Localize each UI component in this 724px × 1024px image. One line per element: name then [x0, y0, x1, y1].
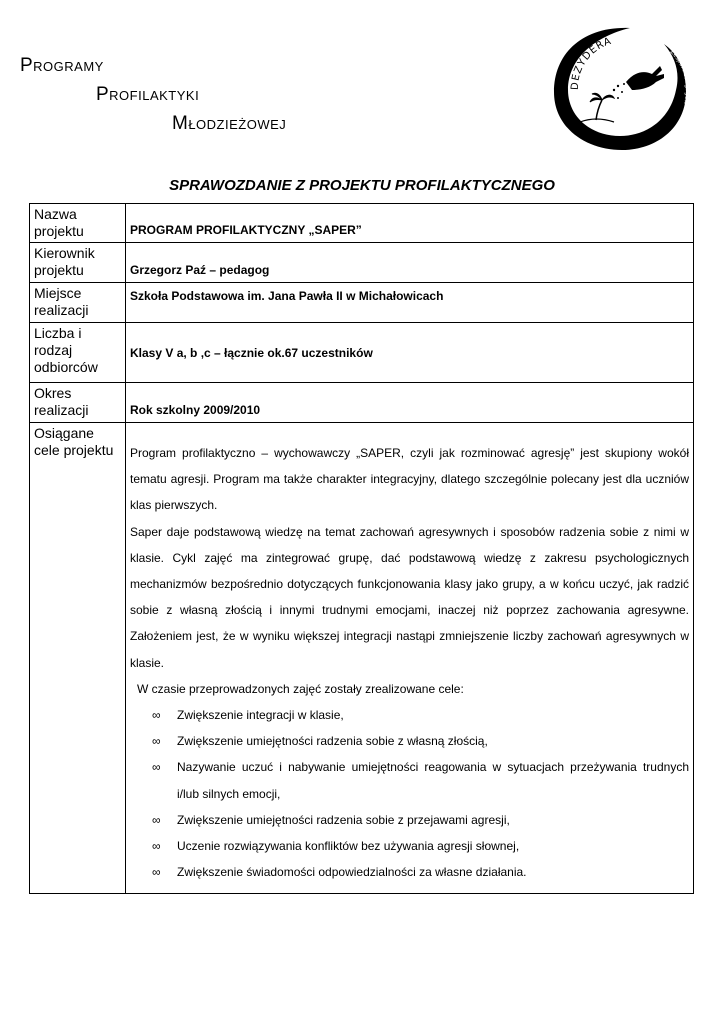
table-row [30, 423, 694, 894]
palm-tree-icon [580, 93, 614, 122]
list-item: ∞ Zwiększenie świadomości odpowiedzialności za własne działania. [130, 859, 689, 885]
list-item: ∞ Zwiększenie umiejętności radzenia sobie z własną złością, [130, 728, 689, 754]
report-title: SPRAWOZDANIE Z PROJEKTU PROFILAKTYCZNEGO [169, 177, 555, 194]
goals-content-cell [126, 423, 694, 894]
list-item: ∞ Nazywanie uczuć i nabywanie umiejętności reagowania w sytuacjach przeżywania trudnych i/lub silnych emocji, [130, 754, 689, 806]
location-value: Szkoła Podstawowa im. Jana Pawła II w Michałowicach [126, 283, 694, 323]
program-header [20, 55, 440, 145]
infinity-bullet-icon: ∞ [152, 839, 161, 854]
list-item: ∞ Zwiększenie umiejętności radzenia sobie z przejawami agresji, [130, 807, 689, 833]
header-line-3: Młodzieżowej [172, 113, 287, 134]
table-row [30, 283, 694, 323]
infinity-bullet-icon: ∞ [152, 865, 161, 880]
logo-arc-text: DEZYDERA [569, 35, 614, 91]
row-label: Miejsce realizacji [30, 283, 126, 323]
infinity-bullet-icon: ∞ [152, 760, 161, 775]
logo-side-text: Zespół Pedagogów [668, 48, 692, 106]
header-line-1: Programy [20, 55, 104, 76]
list-item: ∞ Zwiększenie integracji w klasie, [130, 702, 689, 728]
header-line-2: Profilaktyki [96, 84, 200, 105]
table-row [30, 323, 694, 383]
goals-intro: W czasie przeprowadzonych zajęć zostały zrealizowane cele: [137, 681, 464, 696]
description-paragraph: Saper daje podstawową wiedzę na temat zachowań agresywnych i sposobów radzenia sobie z nimi w klasie. Cykl zajęć ma zintegrować grupę, dać podstawową wiedzę z zakresu psychologicznych mechanizmów bezpośrednio dotyczących funkcjonowania klasy jako grupy, a w końcu uczyć, jak radzić sobie z własną złością i innymi trudnymi emocjami, inaczej niż poprzez zachowania agresywne. Założeniem jest, że w wyniku większej integracji nastąpi zmniejszenie liczby zachowań agresywnych w klasie. [130, 524, 689, 670]
dezydera-logo [552, 24, 692, 152]
row-label: Osiągane cele projektu [30, 423, 126, 894]
table-row [30, 383, 694, 423]
infinity-bullet-icon: ∞ [152, 708, 161, 723]
period-value: Rok szkolny 2009/2010 [126, 383, 694, 423]
table-row [30, 204, 694, 243]
list-item: ∞ Uczenie rozwiązywania konfliktów bez używania agresji słownej, [130, 833, 689, 859]
project-name-value: PROGRAM PROFILAKTYCZNY „SAPER” [126, 204, 694, 243]
participants-value: Klasy V a, b ,c – łącznie ok.67 uczestników [126, 323, 694, 383]
infinity-bullet-icon: ∞ [152, 734, 161, 749]
goals-list [130, 702, 689, 885]
project-manager-value: Grzegorz Paź – pedagog [126, 243, 694, 283]
hand-icon [626, 66, 664, 90]
row-label: Okres realizacji [30, 383, 126, 423]
infinity-bullet-icon: ∞ [152, 812, 161, 827]
description-paragraph: Program profilaktyczno – wychowawczy „SAPER, czyli jak rozminować agresję” jest skupiony wokół tematu agresji. Program ma także charakter integracyjny, dlatego szczególnie polecany jest dla uczniów klas pierwszych. [130, 446, 689, 513]
row-label: Kierownik projektu [30, 243, 126, 283]
project-report-table [29, 203, 694, 894]
table-row [30, 243, 694, 283]
row-label: Nazwa projektu [30, 204, 126, 243]
row-label: Liczba i rodzaj odbiorców [30, 323, 126, 383]
